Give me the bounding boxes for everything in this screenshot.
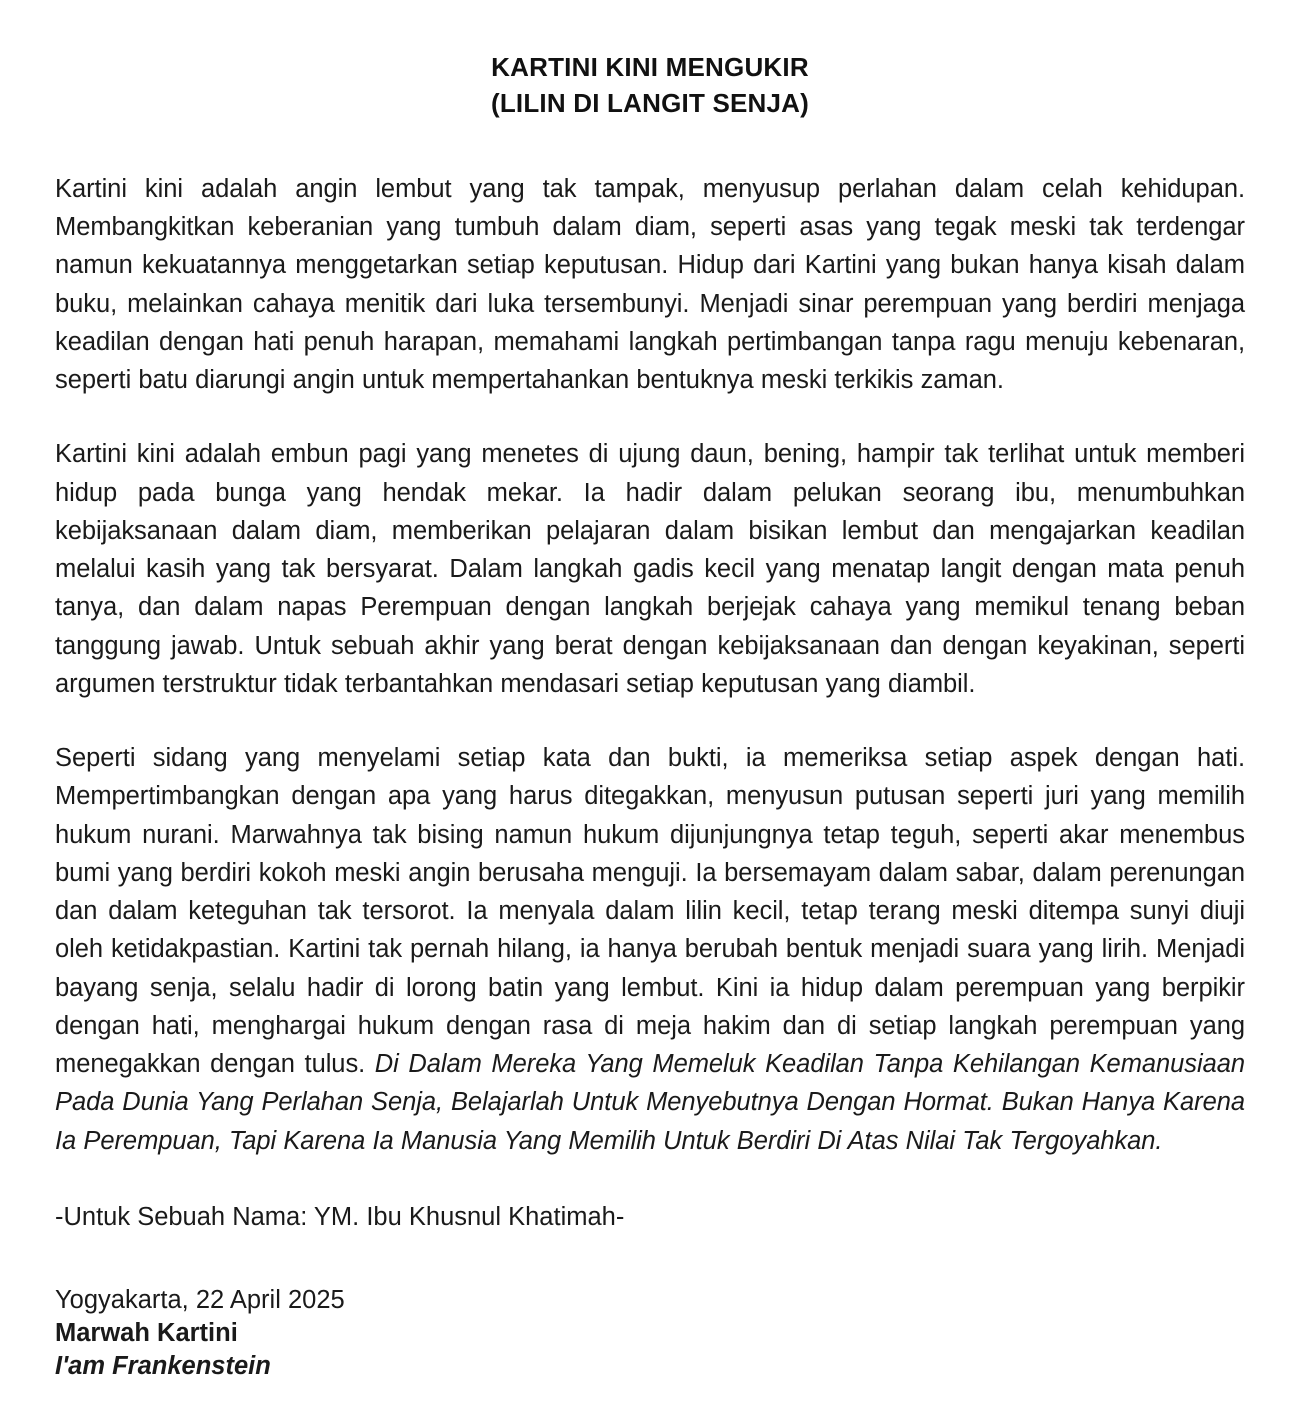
paragraph-1: Kartini kini adalah angin lembut yang tak tampak, menyusup perlahan dalam celah kehidupan. Membangkitkan keberanian yang tumbuh dalam diam, seperti asas yang tegak meski tak terdengar namun kekuatannya menggetarkan setiap keputusan. Hidup dari Kartini yang bukan hanya kisah dalam buku, melainkan cahaya menitik dari luka tersembunyi. Menjadi sinar perempuan yang berdiri menjaga keadilan dengan hati penuh harapan, memahami langkah pertimbangan tanpa ragu menuju kebenaran, seperti batu diarungi angin untuk mempertahankan bentuknya meski terkikis zaman. [55, 174, 1245, 394]
dedication-line: -Untuk Sebuah Nama: YM. Ibu Khusnul Khatimah- [55, 1202, 625, 1231]
paragraph-3-plain-text: Seperti sidang yang menyelami setiap kata dan bukti, ia memeriksa setiap aspek dengan hati. Mempertimbangkan dengan apa yang harus ditegakkan, menyusun putusan seperti juri yang memilih hukum nurani. Marwahnya tak bising namun hukum dijunjungnya tetap teguh, seperti akar menembus bumi yang berdiri kokoh meski angin berusaha menguji. Ia bersemayam dalam sabar, dalam perenungan dan dalam keteguhan tak tersorot. Ia menyala dalam lilin kecil, tetap terang meski ditempa sunyi diuji oleh ketidakpastian. Kartini tak pernah hilang, ia hanya berubah bentuk menjadi suara yang lirih. Menjadi bayang senja, selalu hadir di lorong batin yang lembut. Kini ia hidup dalam perempuan yang berpikir dengan hati, menghargai hukum dengan rasa di meja hakim dan di setiap langkah perempuan yang menegakkan dengan tulus. [55, 744, 1245, 1078]
signature-block [55, 1284, 1245, 1383]
page-title [55, 50, 1245, 122]
signature-place-date: Yogyakarta, 22 April 2025 [55, 1286, 345, 1314]
paragraph-3-italic-text: Di Dalam Mereka Yang Memeluk Keadilan Tanpa Kehilangan Kemanusiaan Pada Dunia Yang Perlahan Senja, Belajarlah Untuk Menyebutnya Dengan Hormat. Bukan Hanya Karena Ia Perempuan, Tapi Karena Ia Manusia Yang Memilih Untuk Berdiri Di Atas Nilai Tak Tergoyahkan. [55, 1050, 1245, 1155]
document-body [55, 170, 1245, 1384]
signature-alias: I'am Frankenstein [55, 1352, 271, 1381]
title-line-subtitle: (LILIN DI LANGIT SENJA) [490, 87, 810, 118]
signature-name: Marwah Kartini [55, 1319, 238, 1348]
paragraph-2: Kartini kini adalah embun pagi yang menetes di ujung daun, bening, hampir tak terlihat untuk memberi hidup pada bunga yang hendak mekar. Ia hadir dalam pelukan seorang ibu, menumbuhkan kebijaksanaan dalam diam, memberikan pelajaran dalam bisikan lembut dan mengajarkan keadilan melalui kasih yang tak bersyarat. Dalam langkah gadis kecil yang menatap langit dengan mata penuh tanya, dan dalam napas Perempuan dengan langkah berjejak cahaya yang memikul tenang beban tanggung jawab. Untuk sebuah akhir yang berat dengan kebijaksanaan dan dengan keyakinan, seperti argumen terstruktur tidak terbantahkan mendasari setiap keputusan yang diambil. [55, 440, 1245, 698]
title-line-primary: KARTINI KINI MENGUKIR [491, 52, 809, 82]
paragraph-3 [55, 739, 1245, 1160]
